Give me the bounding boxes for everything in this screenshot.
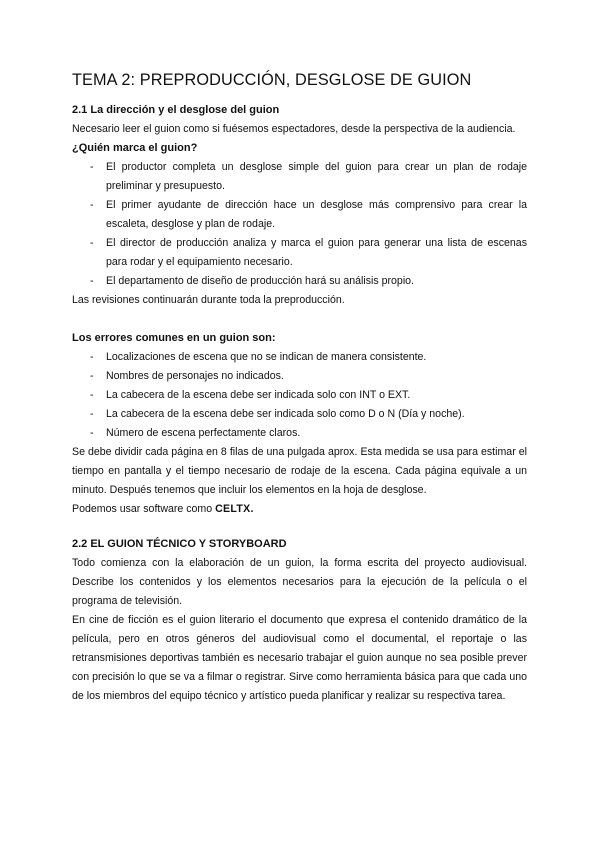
spacer [72, 310, 527, 329]
list-item: - Número de escena perfectamente claros. [72, 424, 527, 443]
software-name: CELTX. [215, 503, 254, 515]
bullet-dash: - [90, 275, 94, 287]
spacer [72, 519, 527, 535]
list-item: - El departamento de diseño de producción hará su análisis propio. [72, 272, 527, 291]
roles-list [72, 158, 527, 291]
bullet-dash: - [90, 427, 94, 439]
section-2-para-1: Todo comienza con la elaboración de un guion, la forma escrita del proyecto audiovisual. Describe los contenidos y los elementos necesarios para la ejecución de la película o el programa de televisión. [72, 557, 527, 607]
section-1-intro: Necesario leer el guion como si fuésemos espectadores, desde la perspectiva de la audiencia. [72, 123, 516, 135]
list-item: - Nombres de personajes no indicados. [72, 367, 527, 386]
errors-heading: Los errores comunes en un guion son: [72, 332, 276, 344]
list-item: - El primer ayudante de dirección hace un desglose más comprensivo para crear la escaleta, desglose y plan de rodaje. [72, 196, 527, 234]
bullet-dash: - [90, 408, 94, 420]
bullet-dash: - [90, 351, 94, 363]
document-title: TEMA 2: PREPRODUCCIÓN, DESGLOSE DE GUION [72, 71, 472, 89]
page-content [72, 69, 527, 706]
errors-list [72, 348, 527, 443]
section-1-heading: 2.1 La dirección y el desglose del guion [72, 104, 280, 116]
bullet-dash: - [90, 199, 94, 211]
list-item: - El productor completa un desglose simple del guion para crear un plan de rodaje preliminar y presupuesto. [72, 158, 527, 196]
section-2-heading: 2.2 EL GUION TÉCNICO Y STORYBOARD [72, 538, 287, 550]
bullet-dash: - [90, 161, 94, 173]
list-item: - La cabecera de la escena debe ser indicada solo como D o N (Día y noche). [72, 405, 527, 424]
list-item: - El director de producción analiza y marca el guion para generar una lista de escenas para rodar y el equipamiento necesario. [72, 234, 527, 272]
bullet-dash: - [90, 237, 94, 249]
divide-page-text: Se debe dividir cada página en 8 filas de una pulgada aprox. Esta medida se usa para estimar el tiempo en pantalla y el tiempo necesario de rodaje de la escena. Cada página equivale a un minuto. Después tenemos que incluir los elementos en la hoja de desglose. [72, 446, 527, 496]
software-line: Podemos usar software como CELTX. [72, 503, 254, 515]
question-heading: ¿Quién marca el guion? [72, 142, 198, 154]
list-item: - La cabecera de la escena debe ser indicada solo con INT o EXT. [72, 386, 527, 405]
bullet-dash: - [90, 370, 94, 382]
revisions-text: Las revisiones continuarán durante toda la preproducción. [72, 294, 345, 306]
list-item: - Localizaciones de escena que no se indican de manera consistente. [72, 348, 527, 367]
section-2-para-2: En cine de ficción es el guion literario el documento que expresa el contenido dramático de la película, pero en otros géneros del audiovisual como el documental, el reportaje o las retransmisiones deportivas también es necesario trabajar el guion aunque no sea posible prever con precisión lo que se va a filmar o registrar. Sirve como herramienta básica para que cada uno de los miembros del equipo técnico y artístico pueda planificar y realizar su respectiva tarea. [72, 614, 527, 702]
bullet-dash: - [90, 389, 94, 401]
